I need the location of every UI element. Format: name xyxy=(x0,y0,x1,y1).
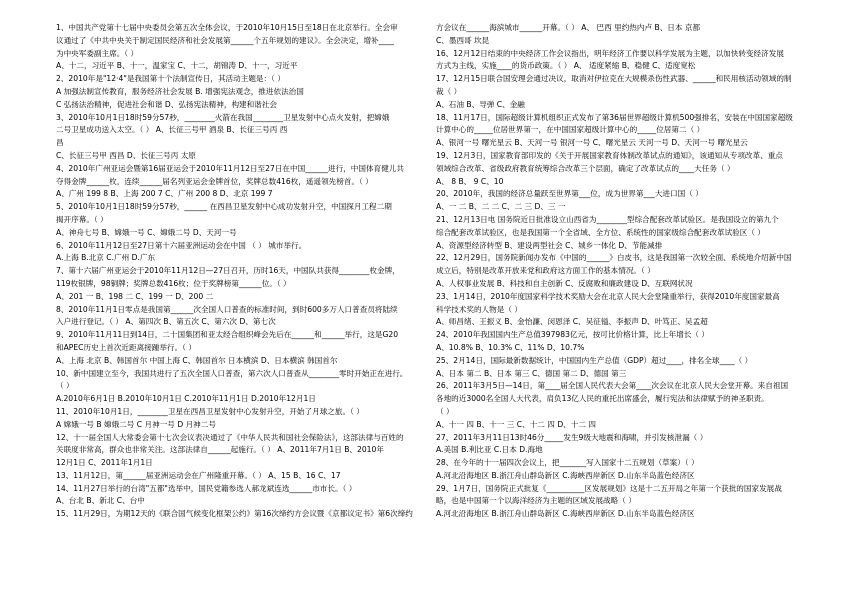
question-text-line: 夺得金牌______枚，连续______届名列亚运会金牌首位，奖牌总数416枚，遥遥领先榜首。（ ） xyxy=(56,176,373,186)
question-text-line: 29、1月7日，国务院正式批复《__________区发展规划》这是十二五开局之年第一个获批的国家发展战 xyxy=(436,483,782,493)
question-text-line: 二号卫星成功送入太空。（ ） A、长征三号甲 酒泉 B、长征三号丙 西 xyxy=(56,125,288,135)
question-text-line: 议通过了《中共中央关于制定国民经济和社会发展第______个五年规划的建议》。全会决定，增补____ xyxy=(56,35,394,45)
question-text-line: 18、11月17日，国际超级计算机组织正式发布了第36届世界超级计算机500强排名，安装在中国国家超级 xyxy=(436,112,793,122)
question-text-line: 21、12月13日电 国务院近日批准设立山西省为________型综合配套改革试验区。是我国设立的第九个 xyxy=(436,214,779,224)
question-text-line: A.上海 B.北京 C.广州 D.广东 xyxy=(56,253,156,263)
question-text-line: 关联度非常高，群众也非常关注。这部法律自______起施行。（ ） A、2011年7月1日 B、2010年 xyxy=(56,445,384,455)
question-text-line: C、长征三号甲 西昌 D、长征三号丙 太原 xyxy=(56,150,196,160)
question-text-line: 方会议在______海滨城市______开幕。（ ） A、 巴西 里约热内卢 B、日本 京都 xyxy=(436,23,701,32)
question-text-line: A、10.8% B、10.3% C、11% D、10.7% xyxy=(436,342,585,352)
question-text-line: 成立后，特别是改革开放来党和政府这方面工作的基本情况。（ ） xyxy=(436,266,655,276)
question-text-line: A、十二，习近平 B、十一，温家宝 C、十二，胡锦涛 D、十一，习近平 xyxy=(56,61,298,71)
question-text-line: 入户进行登记。（ ） A、第四次 B、第五次 C、第六次 D、第七次 xyxy=(56,317,276,327)
question-text-line: A、广州 199 8 B、上海 200 7 C、广州 200 8 D、北京 199 7 xyxy=(56,189,273,199)
question-text-line: A、银河一号 曙光星云 B、天河一号 银河一号 C、曙光星云 天河一号 D、天河一号 曙光星云 xyxy=(436,138,748,148)
question-text-line: 16、12月12日结束的中央经济工作会议指出，明年经济工作要以科学发展为主题，以加快转变经济发展 xyxy=(436,48,784,58)
question-text-line: 17、12月15日联合国安理会通过决议，取消对伊拉克在大规模杀伤性武器、______和民用核活动领域的制 xyxy=(436,74,792,84)
question-text-line: 3、2010年10月1日18时59分57秒，________火箭在我国________卫星发射中心点火发射，把嫦娥 xyxy=(56,112,390,122)
question-text-line: 略，也是中国第一个以海洋经济为主题的区域发展战略（ ） xyxy=(436,496,636,506)
question-text-line: 7、第十六届广州亚运会于2010年11月12日—27日召开，历时16天，中国队共获得________枚金牌， xyxy=(56,266,400,276)
question-text-line: 11、2010年10月1日，________卫星在西昌卫星发射中心发射升空，开始了月球之旅。（ ） xyxy=(56,406,364,416)
question-text-line: 8、2010年11月1日零点是我国第______次全国人口普查的标准时间，到时600多万人口普查员将陆续 xyxy=(56,304,398,314)
question-text-line: A.河北沿海地区 B.浙江舟山群岛新区 C.海峡西岸新区 D.山东半岛蓝色经济区 xyxy=(436,509,695,519)
question-text-line: A、人权事业发展 B、科技和自主创新 C、反腐败和廉政建设 D、互联网状况 xyxy=(436,278,693,288)
question-text-line: 裁（ ） xyxy=(436,86,462,96)
question-text-line: 24、2010年我国国内生产总值397983亿元，按可比价格计算，比上年增长（ ） xyxy=(436,330,710,340)
question-text-line: 计算中心的_____位居世界第一，在中国国家超级计算中心的_____位居第二（ ） xyxy=(436,125,705,135)
question-text-line: A 加强法制宣传教育，服务经济社会发展 B. 增强宪法观念，推进依法治国 xyxy=(56,86,304,96)
question-text-line: A、师昌绪、王振义 B、金怡濂、闵恩泽 C、吴征镒、李振声 D、叶笃正、吴孟超 xyxy=(436,317,708,327)
question-text-line: 综合配套改革试验区，也是我国第一个全省域、全方位、系统性的国家级综合配套改革试验区（ ） xyxy=(436,227,765,237)
question-text-line: 6、2010年11月12日至27日第十六届亚洲运动会在中国 （ ） 城市举行。 xyxy=(56,240,307,250)
question-text-line: 23、1月14日，2010年度国家科学技术奖励大会在北京人民大会堂隆重举行，获得2010年度国家最高 xyxy=(436,291,780,301)
question-text-line: 和APEC历史上首次近距离接踵举行。（ ） xyxy=(56,342,196,352)
question-text-line: A、一 二 B、二 二 C、二 三 D、三 一 xyxy=(436,202,566,212)
question-text-line: 28、在今年的十一届四次会议上，把_______写入国家十二五规划（草案）（ ） xyxy=(436,458,699,468)
question-text-line: 119枚银牌，98铜牌；奖牌总数416枚；位于奖牌榜第______位。（ ） xyxy=(56,278,291,288)
question-text-line: A、上海 北京 B、韩国首尔 中国上海 C、韩国首尔 日本横滨 D、日本横滨 韩国首尔 xyxy=(56,355,338,365)
left-column xyxy=(56,22,428,521)
question-text-line: （ ） xyxy=(436,406,454,416)
question-text-line: A 嫦娥一号 B 嫦娥二号 C 月神一号 D 月神二号 xyxy=(56,419,216,429)
question-text-line: 26、2011年3月5日—14日，第____届全国人民代表大会第____次会议在北京人民大会堂开幕。来自祖国 xyxy=(436,381,789,391)
question-text-line: 领域综合改革、省级政府教育统筹综合改革三个层面，确定了改革试点的____大任务（ ） xyxy=(436,163,735,173)
question-text-line: （ ） xyxy=(56,381,74,391)
question-text-line: A、201 一 B、198 二 C、199 一 D、200 二 xyxy=(56,291,214,301)
question-text-line: 1、中国共产党第十七届中央委员会第五次全体会议，于2010年10月15日至18日在北京举行。全会审 xyxy=(56,23,398,32)
question-text-line: 20、2010年，我国的经济总量跃至世界第___位，成为世界第___大进口国（ ） xyxy=(436,189,703,199)
question-text-line: 9、2010年11月11日到14日，二十国集团和亚太经合组织峰会先后在______和______举行，这是G20 xyxy=(56,330,399,340)
question-text-line: A、石油 B、导弹 C、金融 xyxy=(436,99,525,109)
question-text-line: A、神舟七号 B、嫦娥一号 C、嫦娥二号 D、天河一号 xyxy=(56,227,237,237)
question-text-line: A、十一 四 B、十一 三 C、十二 四 D、十二 四 xyxy=(436,419,596,429)
question-text-line: A、台北 B、新北 C、台中 xyxy=(56,496,145,506)
question-text-line: A、资源型经济转型 B、建设两型社会 C、城乡一体化 D、节能减排 xyxy=(436,240,663,250)
question-text-line: A.2010年6月1日 B.2010年10月1日 C.2010年11月1日 D.2010年12月1日 xyxy=(56,394,316,404)
question-text-line: 方式为主线，实施____的货币政策。（ ） A、 适度紧缩 B、稳健 C、适度宽松 xyxy=(436,61,696,71)
question-text-line: 10、新中国建立至今，我国共进行了五次全国人口普查，第六次人口普查从________零时开始正在进行。 xyxy=(56,368,408,378)
question-text-line: A、日本 第二 B、日本 第三 C、德国 第二 D、德国 第三 xyxy=(436,368,627,378)
question-text-line: 22、12月29日，国务院新闻办发布《中国的______》白皮书，这是我国第一次较全面、系统地介绍新中国 xyxy=(436,253,792,263)
question-text-line: 揭开序幕。（ ） xyxy=(56,214,108,224)
question-text-line: 19、12月3日，国家教育部印发的《关于开展国家教育体制改革试点的通知》，该通知从专项改革、重点 xyxy=(436,150,783,160)
question-text-line: 2、2010年是"12·4"是我国第十个法制宣传日，其活动主题是：（ ） xyxy=(56,74,285,84)
right-column xyxy=(436,22,820,521)
question-text-line: 14、11月27日举行的台湾"五都"选举中，国民党籍参选人郝龙斌连选______市市长。（ ） xyxy=(56,483,357,493)
question-text-line: 为中央军委副主席。（ ） xyxy=(56,48,139,58)
question-text-line: A.美国 B.利比亚 C.日本 D.海地 xyxy=(436,445,543,455)
question-text-line: 13、11月12日，第______届亚洲运动会在广州隆重开幕。（ ） A、15 B、16 C、17 xyxy=(56,470,341,480)
question-text-line: A.河北沿海地区 B.浙江舟山群岛新区 C.海峡西岸新区 D.山东半岛蓝色经济区 xyxy=(436,470,695,480)
question-text-line: 科学技术奖的人物是（ ） xyxy=(436,304,522,314)
question-text-line: C 弘扬法治精神，促进社会和谐 D、弘扬宪法精神，构建和谐社会 xyxy=(56,99,278,109)
question-text-line: 12月1日 C、2011年1月1日 xyxy=(56,458,153,468)
question-text-line: 昌 xyxy=(56,138,64,148)
question-text-line: 5、2010年10月1日18时59分57秒，______ 在西昌卫星发射中心成功发射升空，中国探月工程二期 xyxy=(56,202,392,212)
question-text-line: 12、十一届全国人大常委会第十七次会议表决通过了《中华人民共和国社会保险法》，这部法律与百姓的 xyxy=(56,432,404,442)
question-text-line: A、 8 B、 9 C、10 xyxy=(436,176,504,186)
question-text-line: 4、2010年广州亚运会暨第16届亚运会于2010年11月12日至27日在中国______进行，中国体育健儿共 xyxy=(56,163,404,173)
question-text-line: 25、2月14日，国际最新数据统计，中国国内生产总值（GDP）超过____，排名全球____（ ） xyxy=(436,355,753,365)
question-text-line: 各地的近3000名全国人大代表，肩负13亿人民的重托出席盛会，履行宪法和法律赋予的神圣职责。 xyxy=(436,394,769,404)
question-text-line: C、墨西哥 坎昆 xyxy=(436,35,490,45)
question-text-line: 27、2011年3月11日13时46分_____发生9级大地震和海啸，并引发核泄漏（ ） xyxy=(436,432,708,442)
question-text-line: 15、11月29日，为期12天的《联合国气候变化框架公约》第16次缔约方会议暨《京都议定书》第6次缔约 xyxy=(56,509,413,519)
